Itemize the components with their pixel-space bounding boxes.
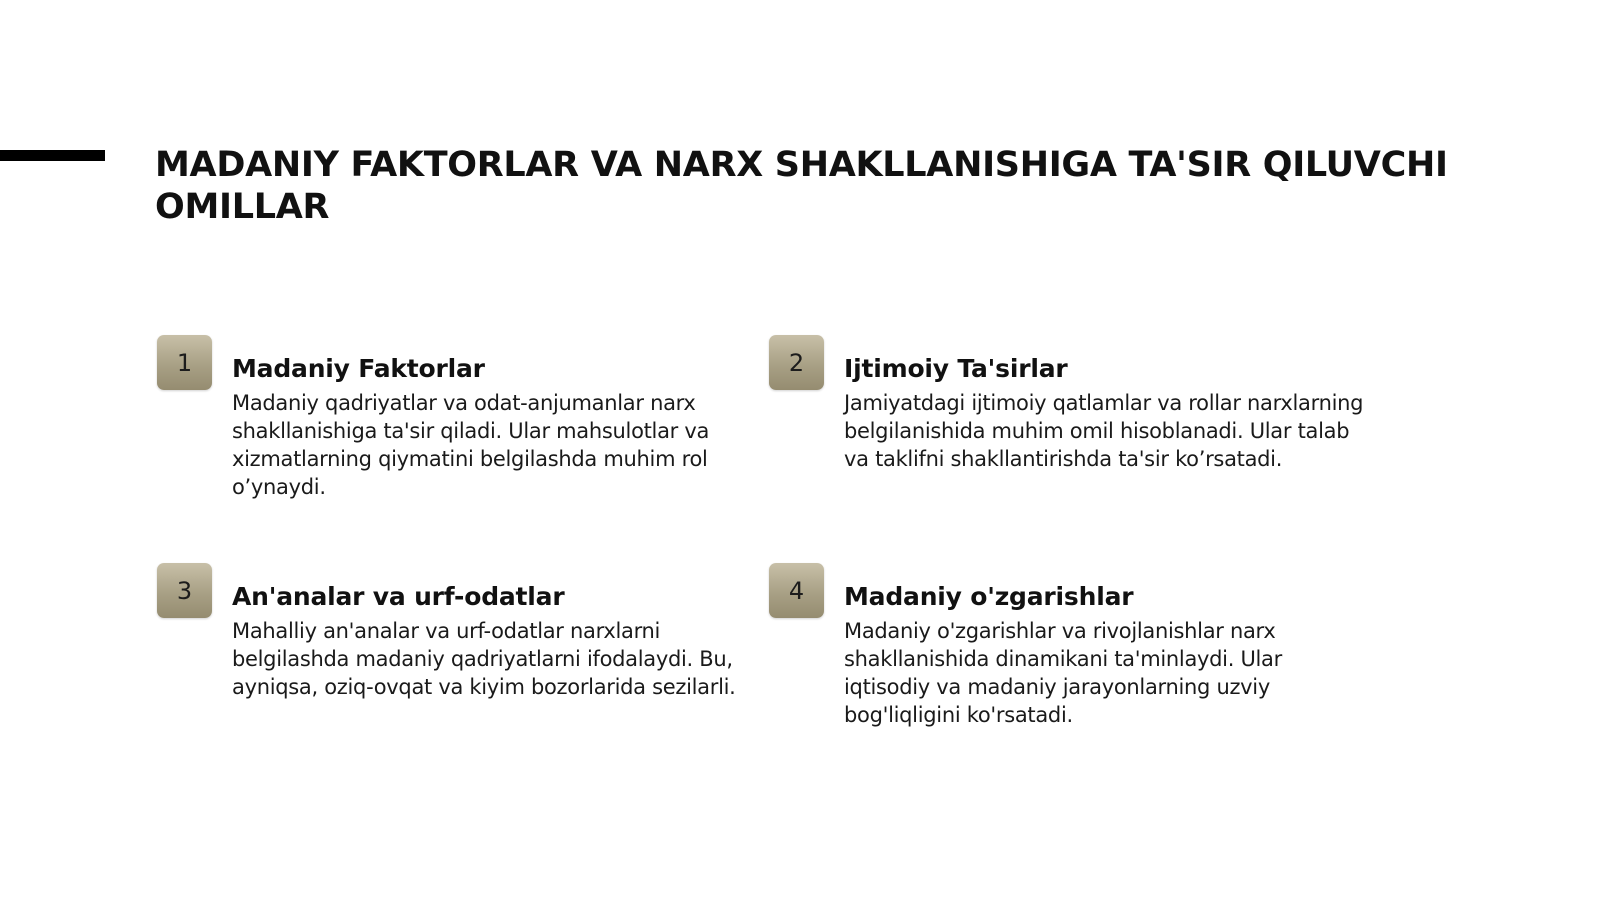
card-heading-4: Madaniy o'zgarishlar [844, 582, 1134, 611]
slide-title: MADANIY FAKTORLAR VA NARX SHAKLLANISHIGA TA'SIR QILUVCHI OMILLAR [155, 145, 1448, 227]
number-badge-4: 4 [769, 563, 824, 618]
card-text-3: Mahalliy an'analar va urf-odatlar narxlarni belgilashda madaniy qadriyatlarni ifodalaydi. Bu, ayniqsa, oziq-ovqat va kiyim bozorlarida sezilarli. [232, 619, 736, 699]
card-text-1: Madaniy qadriyatlar va odat-anjumanlar narx shakllanishiga ta'sir qiladi. Ular mahsulotlar va xizmatlarning qiymatini belgilashda muhim rol o’ynaydi. [232, 391, 710, 499]
number-badge-2: 2 [769, 335, 824, 390]
card-text-4: Madaniy o'zgarishlar va rivojlanishlar narx shakllanishida dinamikani ta'minlaydi. Ular iqtisodiy va madaniy jarayonlarning uzviy bog'liqligini ko'rsatadi. [844, 619, 1282, 727]
card-heading-1: Madaniy Faktorlar [232, 354, 485, 383]
card-heading-2: Ijtimoiy Ta'sirlar [844, 354, 1068, 383]
number-badge-1: 1 [157, 335, 212, 390]
card-text-2: Jamiyatdagi ijtimoiy qatlamlar va rollar narxlarning belgilanishida muhim omil hisoblanadi. Ular talab va taklifni shakllantirishda ta'sir ko’rsatadi. [844, 391, 1364, 471]
number-badge-3: 3 [157, 563, 212, 618]
card-heading-3: An'analar va urf-odatlar [232, 582, 565, 611]
title-accent-bar [0, 150, 105, 161]
